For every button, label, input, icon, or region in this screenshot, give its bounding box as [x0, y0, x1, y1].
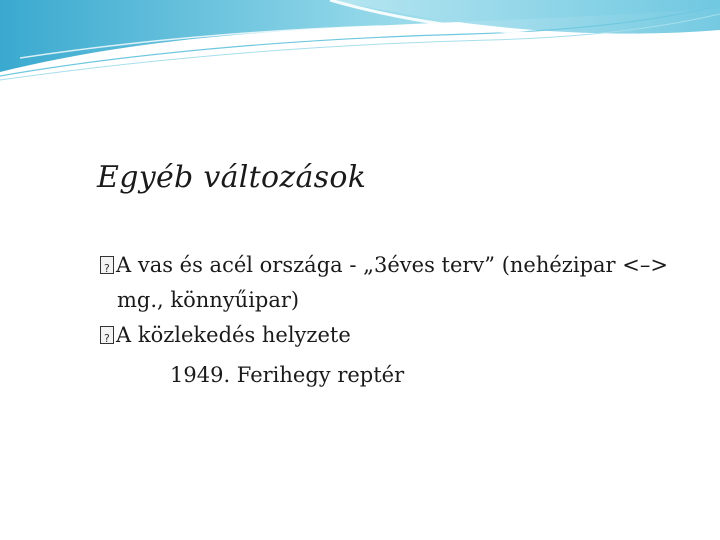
decorative-wave-banner [0, 0, 720, 90]
missing-glyph-bullet-icon [100, 256, 114, 274]
missing-glyph-bullet-icon [100, 326, 114, 344]
bullet-item-1 [100, 252, 668, 278]
bullet-item-1-text: A vas és acél országa - „3éves terv” (nehézipar <–> [116, 253, 668, 277]
slide-title: Egyéb változások [97, 160, 367, 195]
sub-item: 1949. Ferihegy reptér [170, 363, 405, 387]
bullet-item-1-continuation: mg., könnyűipar) [117, 288, 300, 312]
bullet-item-2 [100, 322, 351, 348]
bullet-item-2-text: A közlekedés helyzete [116, 323, 351, 347]
